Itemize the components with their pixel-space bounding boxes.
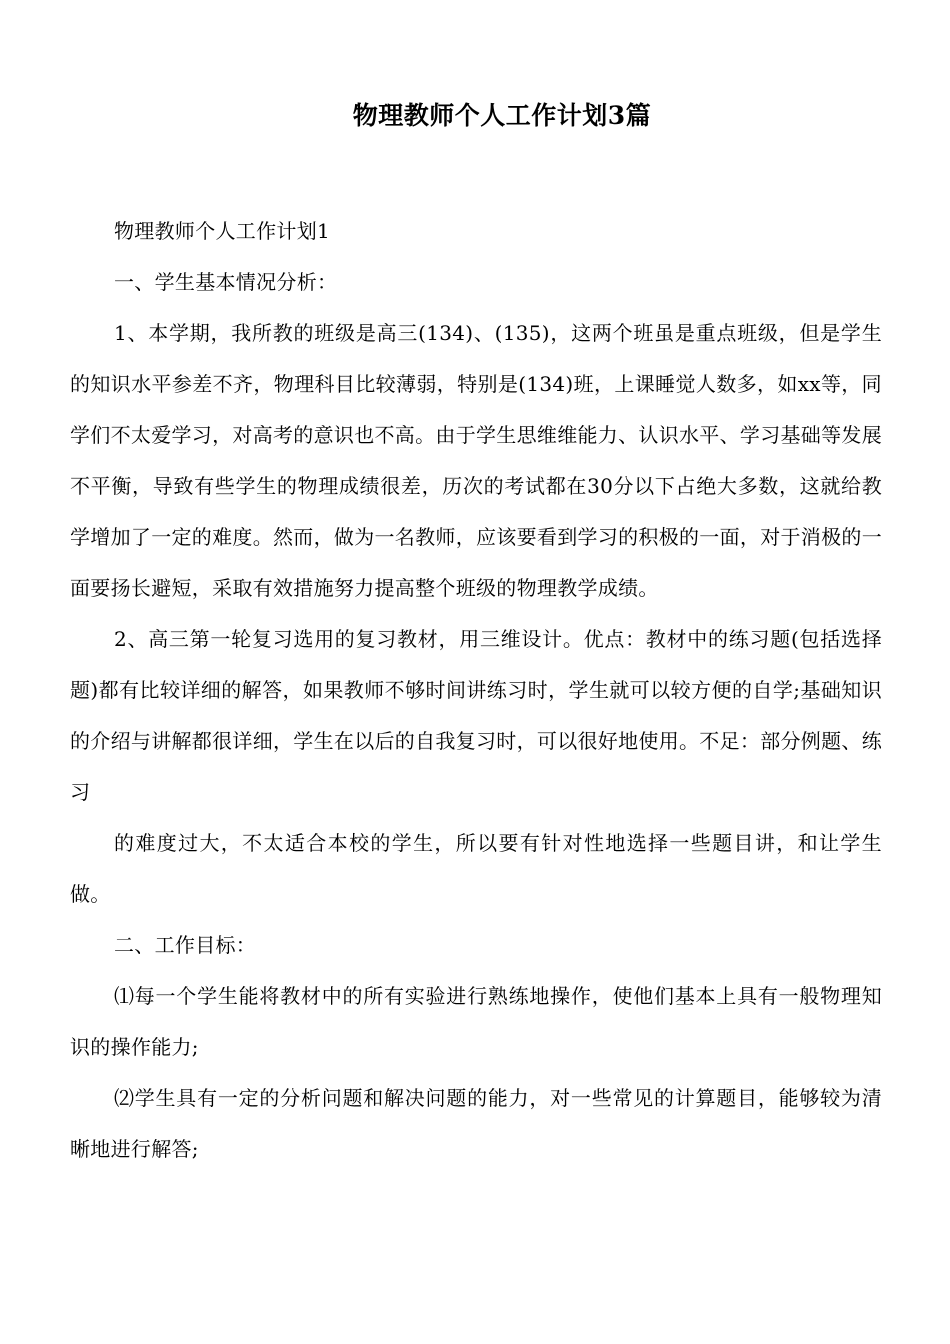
document-body bbox=[70, 206, 882, 1175]
paragraph-textbook-review: 2、高三第一轮复习选用的复习教材，用三维设计。优点：教材中的练习题(包括选择题)都有比较详细的解答，如果教师不够时间讲练习时，学生就可以较方便的自学;基础知识的介绍与讲解都很详细，学生在以后的自我复习时，可以很好地使用。不足：部分例题、练习 bbox=[70, 627, 882, 804]
paragraph-class-situation: 1、本学期，我所教的班级是高三(134)、(135)，这两个班虽是重点班级，但是学生的知识水平参差不齐，物理科目比较薄弱，特别是(134)班，上课睡觉人数多，如xx等，同学们不太爱学习，对高考的意识也不高。由于学生思维维能力、认识水平、学习基础等发展不平衡，导致有些学生的物理成绩很差，历次的考试都在30分以下占绝大多数，这就给教学增加了一定的难度。然而，做为一名教师，应该要看到学习的积极的一面，对于消极的一面要扬长避短，采取有效措施努力提高整个班级的物理教学成绩。 bbox=[70, 321, 882, 600]
paragraph-goal-2: ⑵学生具有一定的分析问题和解决问题的能力，对一些常见的计算题目，能够较为清晰地进行解答; bbox=[70, 1086, 882, 1161]
paragraph-difficulty-note: 的难度过大，不太适合本校的学生，所以要有针对性地选择一些题目讲，和让学生做。 bbox=[70, 831, 882, 906]
paragraph-section-heading: 物理教师个人工作计划1 bbox=[114, 219, 331, 243]
paragraph-student-analysis-heading: 一、学生基本情况分析： bbox=[114, 270, 338, 294]
document-title: 物理教师个人工作计划3篇 bbox=[352, 101, 652, 130]
paragraph-goals-heading: 二、工作目标： bbox=[114, 933, 257, 957]
paragraph-goal-1: ⑴每一个学生能将教材中的所有实验进行熟练地操作，使他们基本上具有一般物理知识的操作能力; bbox=[70, 984, 882, 1059]
